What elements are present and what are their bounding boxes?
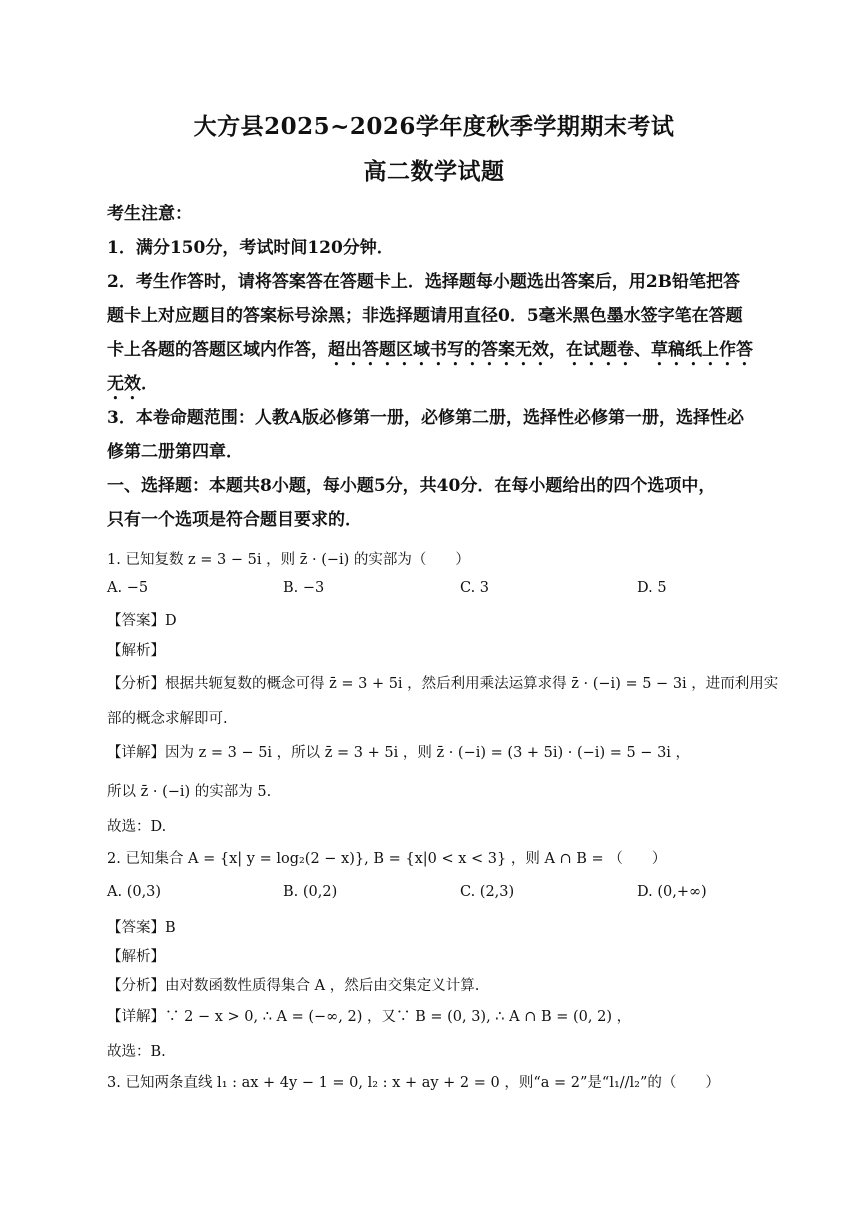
- q2-option-b: B. (0,2): [283, 884, 338, 900]
- section-heading-line-1: 一、选择题：本题共8小题，每小题5分，共40分．在每小题给出的四个选项中，: [107, 476, 716, 496]
- q2-analysis: 【分析】由对数函数性质得集合 A ，然后由交集定义计算.: [107, 978, 480, 994]
- q2-detail: 【详解】∵ 2 − x > 0, ∴ A = (−∞, 2) ，又∵ B = (0, 3), ∴ A ∩ B = (0, 2) ，: [107, 1009, 632, 1025]
- notice-item-2-line-2: 题卡上对应题目的答案标号涂黑；非选择题请用直径0．5毫米黑色墨水签字笔在答题: [107, 306, 743, 326]
- notice-item-2-line-3: [107, 335, 753, 370]
- q3-stem: 3. 已知两条直线 l₁ : ax + 4y − 1 = 0, l₂ : x + ay + 2 = 0 ，则“a = 2”是“l₁//l₂”的（ ）: [107, 1075, 720, 1091]
- q2-option-d: D. (0,+∞): [637, 884, 707, 900]
- q2-option-c: C. (2,3): [460, 884, 515, 900]
- q1-option-b: B. −3: [283, 580, 325, 596]
- notice-text: ，: [549, 340, 566, 360]
- q2-option-a: A. (0,3): [107, 884, 162, 900]
- notice-item-1: 1．满分150分，考试时间120分钟．: [107, 238, 394, 258]
- emphasized-text: 在试题卷、草稿纸上作答: [566, 340, 753, 360]
- q2-choice: 故选：B.: [107, 1044, 166, 1060]
- q1-analysis-line-2: 部的概念求解即可.: [107, 711, 228, 727]
- exam-subtitle: 高二数学试题: [363, 158, 505, 185]
- q1-stem: 1. 已知复数 z = 3 − 5i ，则 z̄ · (−i) 的实部为（ ）: [107, 552, 470, 568]
- notice-item-2-line-1: 2．考生作答时，请将答案答在答题卡上．选择题每小题选出答案后，用2B铅笔把答: [107, 272, 741, 292]
- notice-item-3-line-1: 3．本卷命题范围：人教A版必修第一册，必修第二册，选择性必修第一册，选择性必: [107, 408, 745, 428]
- notice-heading: 考生注意：: [107, 204, 192, 224]
- q1-choice: 故选：D.: [107, 819, 167, 835]
- q1-analysis-line-1: 【分析】根据共轭复数的概念可得 z̄ = 3 + 5i ，然后利用乘法运算求得 z̄ · (−i) = 5 − 3i ，进而利用实: [107, 676, 779, 692]
- q1-answer: 【答案】D: [107, 613, 177, 629]
- exam-title: 大方县2025~2026学年度秋季学期期末考试: [193, 113, 675, 140]
- q2-analysis-label: 【解析】: [107, 949, 165, 965]
- notice-text: 卡上各题的答题区域内作答，: [107, 340, 328, 360]
- notice-item-2-line-4: [107, 369, 158, 404]
- q2-answer: 【答案】B: [107, 920, 176, 936]
- notice-text: ．: [141, 374, 158, 394]
- q1-analysis-label: 【解析】: [107, 643, 165, 659]
- notice-item-3-line-2: 修第二册第四章．: [107, 442, 243, 462]
- q1-option-a: A. −5: [107, 580, 149, 596]
- q1-option-d: D. 5: [637, 580, 667, 596]
- emphasized-text: 超出答题区域书写的答案无效: [328, 340, 549, 360]
- q2-stem: 2. 已知集合 A = {x| y = log₂(2 − x)}, B = {x|0 < x < 3} ，则 A ∩ B = （ ）: [107, 851, 667, 867]
- section-heading-line-2: 只有一个选项是符合题目要求的．: [107, 510, 362, 530]
- q1-detail: 【详解】因为 z = 3 − 5i ，所以 z̄ = 3 + 5i ，则 z̄ · (−i) = (3 + 5i) · (−i) = 5 − 3i ，: [107, 745, 691, 761]
- emphasized-text: 无效: [107, 374, 141, 394]
- q1-option-c: C. 3: [460, 580, 490, 596]
- q1-conclusion: 所以 z̄ · (−i) 的实部为 5.: [107, 784, 272, 800]
